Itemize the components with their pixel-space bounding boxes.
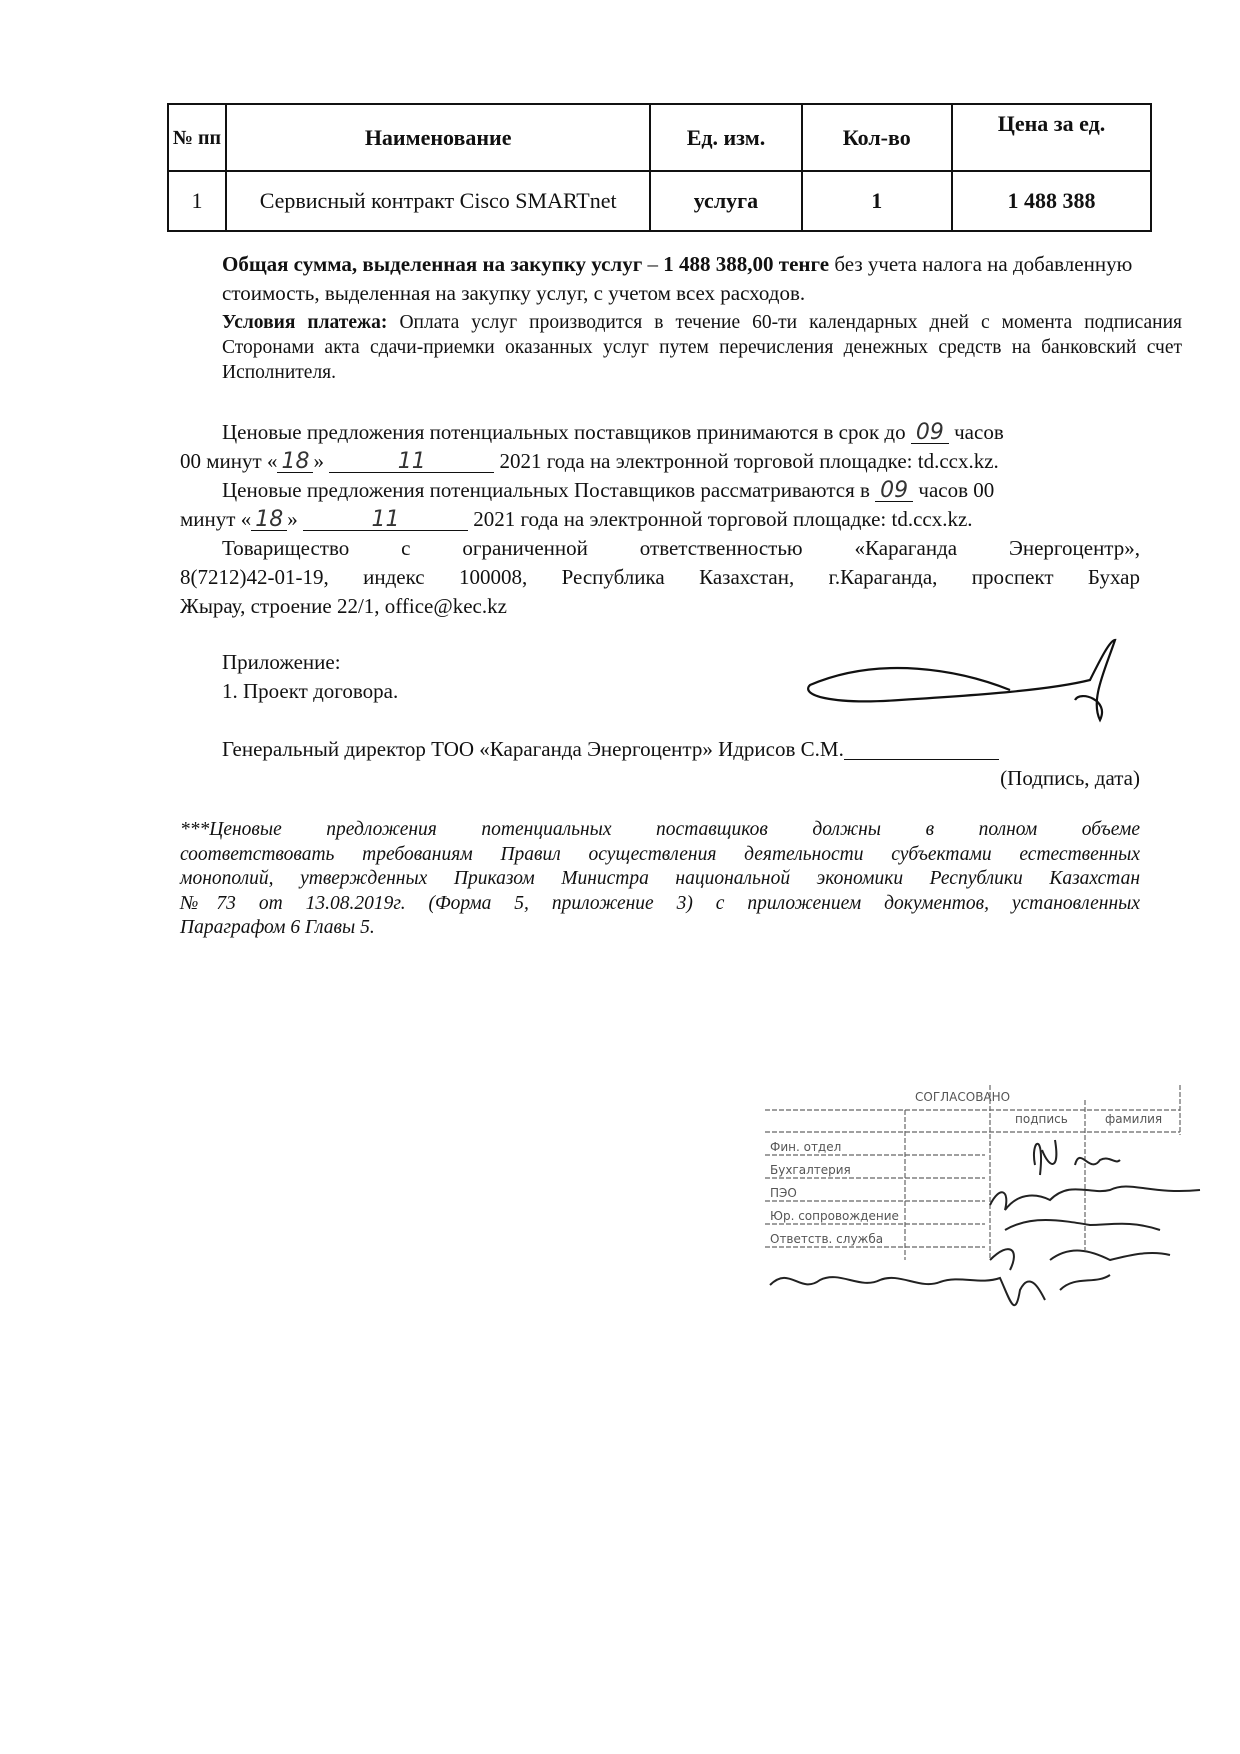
cell-num: 1 [168, 171, 226, 231]
review-month: 11 [371, 507, 400, 532]
payment-text: Оплата услуг производится в течение 60-ти календарных дней с момента подписания Сторонами акта сдачи-приемки оказанных услуг путем перечисления денежных средств на банковский счет Исполнителя. [222, 312, 1183, 383]
appendix-title: Приложение: [222, 650, 341, 674]
acceptance-hour: 09 [915, 420, 944, 445]
stamp-row-label: ПЭО [770, 1186, 797, 1200]
header-unit: Ед. изм. [650, 104, 801, 171]
cell-qty: 1 [802, 171, 952, 231]
review-day: 18 [255, 507, 284, 532]
review-text-3: минут « [180, 507, 252, 531]
acceptance-text-2: часов [954, 420, 1004, 444]
header-name: Наименование [226, 104, 650, 171]
acceptance-text-4: » [313, 449, 324, 473]
stamp-col-name: фамилия [1105, 1112, 1163, 1126]
stamp-row-label: Бухгалтерия [770, 1163, 851, 1177]
footnote-line: монополий, утвержденных Приказом Министра национальной экономики Республики Казахстан [180, 868, 1140, 889]
appendix-item: 1. Проект договора. [222, 679, 399, 703]
review-text-5: 2021 года на электронной торговой площадке: td.ccx.kz. [473, 507, 973, 531]
stamp-title: СОГЛАСОВАНО [915, 1090, 1011, 1104]
acceptance-text-5: 2021 года на электронной торговой площадке: td.ccx.kz. [499, 449, 999, 473]
cell-price: 1 488 388 [952, 171, 1151, 231]
total-amount: 1 488 388,00 тенге [663, 252, 830, 276]
stamp-col-sign: подпись [1015, 1112, 1068, 1126]
review-hour: 09 [880, 478, 909, 503]
footnote-line: №73 от 13.08.2019г. (Форма 5, приложение 3) с приложением документов, установленных [180, 892, 1140, 914]
signature-caption: (Подпись, дата) [1000, 766, 1140, 790]
acceptance-month: 11 [397, 449, 426, 474]
footnote-line: ***Ценовые предложения потенциальных поставщиков должны в полном объеме [180, 819, 1140, 840]
acceptance-day: 18 [281, 449, 310, 474]
total-label: Общая сумма, выделенная на закупку услуг [222, 252, 643, 276]
footnote-line: Параграфом 6 Главы 5. [180, 917, 375, 938]
stamp-row-label: Фин. отдел [770, 1140, 842, 1154]
stamp-row-label: Юр. сопровождение [770, 1209, 899, 1223]
total-dash: – [642, 252, 664, 276]
total-rest: без учета налога на добавленную стоимость, выделенная на закупку услуг, с учетом всех расходов. [222, 252, 1133, 305]
company-line3: Жырау, строение 22/1, office@kec.kz [180, 594, 507, 618]
review-text-1: Ценовые предложения потенциальных Поставщиков рассматриваются в [222, 478, 870, 502]
payment-label: Условия платежа: [222, 312, 388, 333]
cell-name: Сервисный контракт Cisco SMARTnet [226, 171, 650, 231]
cell-unit: услуга [650, 171, 801, 231]
acceptance-text-3: 00 минут « [180, 449, 278, 473]
review-text-2: часов 00 [918, 478, 995, 502]
stamp-row-label: Ответств. служба [770, 1232, 884, 1246]
company-line1: Товарищество с ограниченной ответственностью «Караганда Энергоцентр», [222, 536, 1140, 560]
header-qty: Кол-во [802, 104, 952, 171]
acceptance-text-1: Ценовые предложения потенциальных поставщиков принимаются в срок до [222, 420, 906, 444]
company-line2: 8(7212)42-01-19, индекс 100008, Республика Казахстан, г.Караганда, проспект Бухар [180, 565, 1140, 589]
signature-text: Генеральный директор ТОО «Караганда Энергоцентр» Идрисов С.М. [222, 737, 844, 761]
header-price: Цена за ед. [952, 104, 1151, 171]
header-num: № пп [168, 104, 226, 171]
review-text-4: » [287, 507, 298, 531]
footnote-line: соответствовать требованиям Правил осуществления деятельности субъектами естественных [180, 843, 1140, 865]
